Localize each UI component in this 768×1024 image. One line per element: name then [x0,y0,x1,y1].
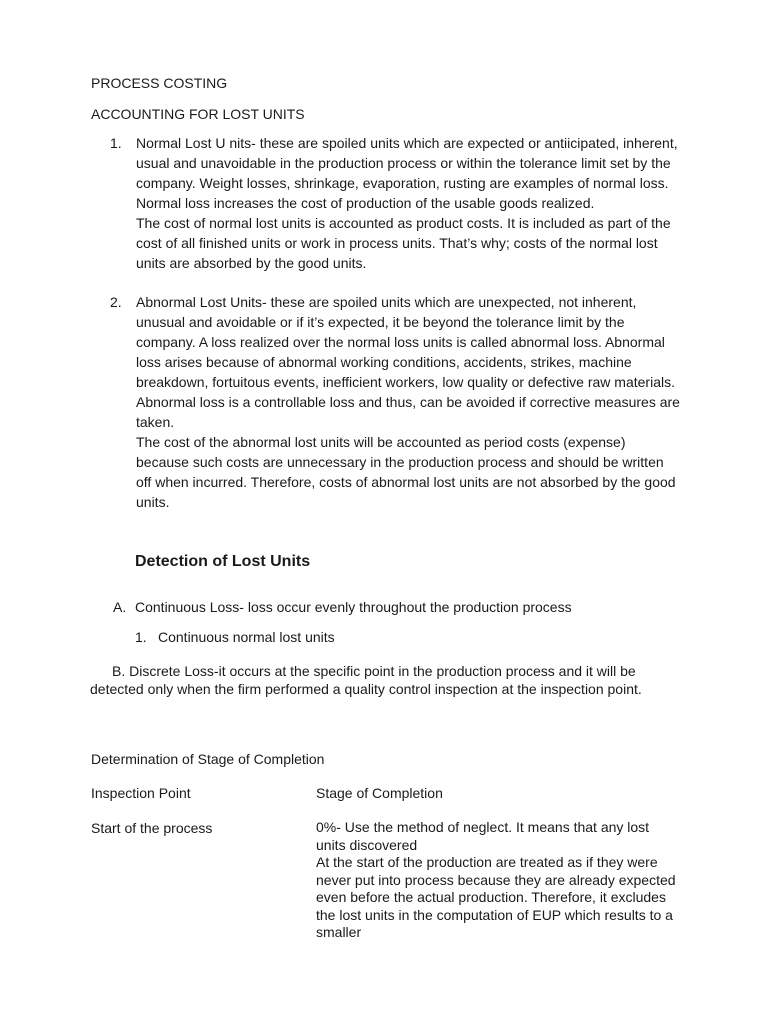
list-item-number: 2. [110,294,122,310]
document-title: PROCESS COSTING [91,75,228,91]
table-header-inspection-point: Inspection Point [91,785,191,801]
stage-cell-line2: At the start of the production are treated as if they were never put into process because they are already expected even before the actual production. Therefore, it excludes the lost units in the computation of EUP which results to a smaller [316,854,676,940]
list-item-number: 1. [110,135,122,151]
normal-lost-units-accounting: The cost of normal lost units is accounted as product costs. It is included as part of the cost of all finished units or work in process units. That’s why; costs of the normal lost units are absorbed by the good units. [136,215,671,271]
table-cell-stage-of-completion [316,819,681,942]
abnormal-lost-units-definition: Abnormal Lost Units- these are spoiled units which are unexpected, not inherent, unusual and avoidable or if it’s expected, it be beyond the tolerance limit by the company. A loss realized over the normal loss units is called abnormal loss. Abnormal loss arises because of abnormal working conditions, accidents, strikes, machine breakdown, fortuitous events, inefficient workers, low quality or defective raw materials. Abnormal loss is a controllable loss and thus, can be avoided if corrective measures are taken. [136,294,680,430]
detection-item-a-text: Continuous Loss- loss occur evenly throughout the production process [135,599,572,615]
section-heading-detection: Detection of Lost Units [135,553,311,570]
detection-sub-item-text: Continuous normal lost units [158,629,335,645]
document-subtitle: ACCOUNTING FOR LOST UNITS [91,106,305,122]
table-header-stage-of-completion: Stage of Completion [316,785,443,801]
stage-cell-line1: 0%- Use the method of neglect. It means that any lost units discovered [316,819,650,853]
detection-item-a-label: A. [113,599,127,615]
discrete-loss-text: B. Discrete Loss-it occurs at the specific point in the production process and it will be detected only when the firm performed a quality control inspection at the inspection point. [90,663,642,697]
section-heading-stage: Determination of Stage of Completion [91,751,325,767]
table-cell-inspection-point: Start of the process [91,820,213,836]
normal-lost-units-definition: Normal Lost U nits- these are spoiled units which are expected or antiicipated, inherent, usual and unavoidable in the production process or within the tolerance limit set by the company. Weight losses, shrinkage, evaporation, rusting are examples of normal loss. Normal loss increases the cost of production of the usable goods realized. [136,135,678,211]
detection-sub-item-label: 1. [135,629,147,645]
abnormal-lost-units-accounting: The cost of the abnormal lost units will be accounted as period costs (expense) because such costs are unnecessary in the production process and should be written off when incurred. Therefore, costs of abnormal lost units are not absorbed by the good units. [136,434,676,510]
discrete-loss-paragraph [90,662,680,698]
